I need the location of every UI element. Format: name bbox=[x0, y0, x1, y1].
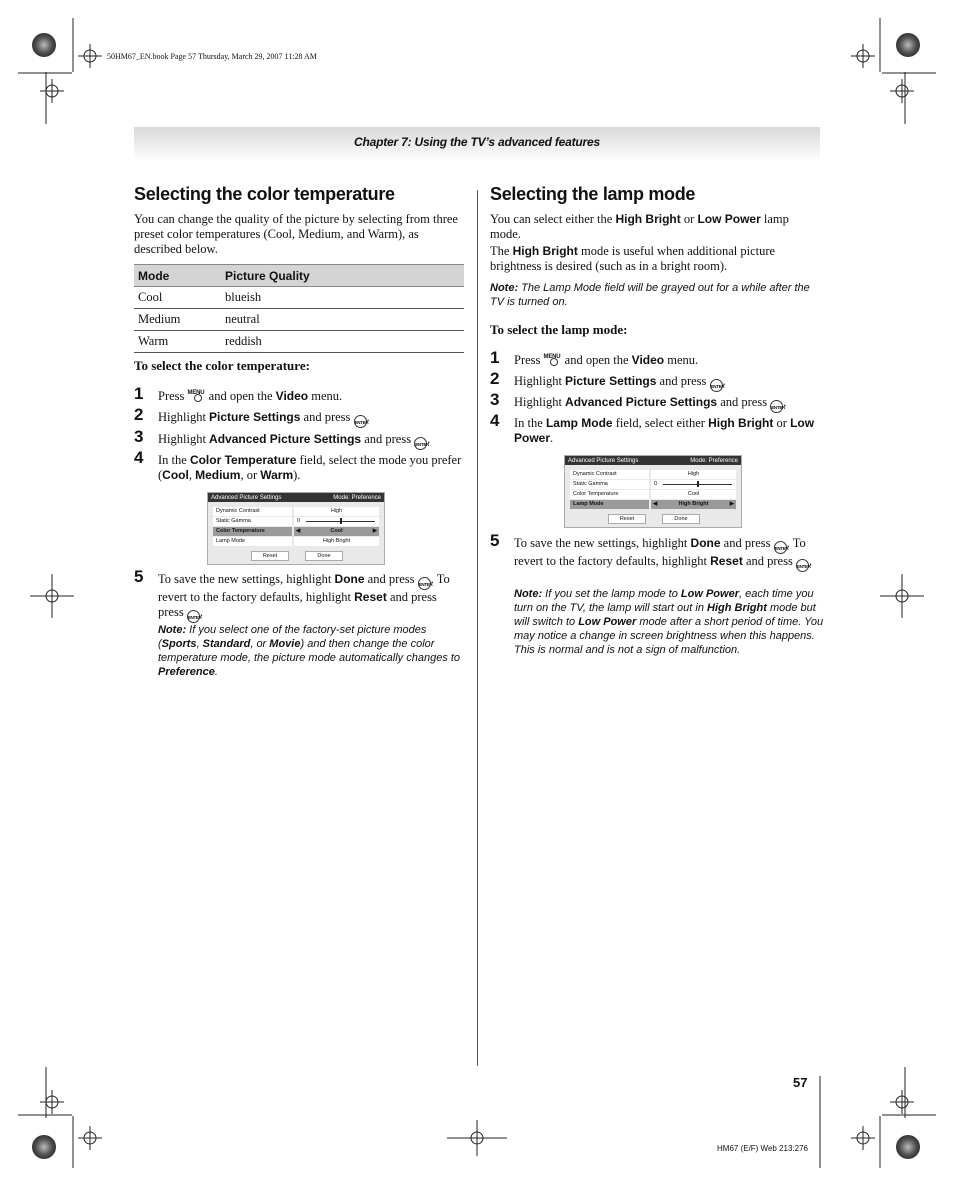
step-text: field, select the mode you prefer ( bbox=[158, 453, 462, 482]
note-text: , each time you turn on the TV, the lamp will start out in bbox=[514, 588, 814, 614]
step-keyword: Picture Settings bbox=[209, 410, 301, 424]
step-text: press bbox=[158, 605, 184, 619]
osd-row-static-gamma bbox=[570, 480, 736, 489]
step-keyword: Low Power bbox=[514, 416, 815, 445]
para-keyword: High Bright bbox=[512, 244, 578, 258]
osd-title: Advanced Picture Settings bbox=[211, 494, 282, 501]
step-text: and bbox=[745, 554, 764, 568]
step-keyword: Cool bbox=[162, 468, 189, 482]
osd-reset-button: Reset bbox=[608, 514, 646, 524]
table-cell: reddish bbox=[221, 331, 464, 353]
step-keyword: Advanced Picture Settings bbox=[565, 395, 718, 409]
note-text: ) and then change the color temperature mode, the picture mode automatically changes to bbox=[158, 638, 461, 664]
osd-row-label: Color Temperature bbox=[213, 527, 292, 536]
osd-row-label: Dynamic Contrast bbox=[213, 507, 292, 516]
left-note bbox=[158, 623, 468, 679]
osd-title: Advanced Picture Settings bbox=[568, 457, 639, 464]
step-text: press bbox=[767, 554, 793, 568]
step-text: In the bbox=[514, 416, 543, 430]
step-text: ). bbox=[293, 468, 301, 482]
note-text: The Lamp Mode field will be grayed out for a while after the TV is turned on. bbox=[490, 282, 810, 308]
page-number: 57 bbox=[793, 1075, 808, 1090]
left-intro: You can change the quality of the picture by selecting from three preset color temperatures (Cool, Medium, and Warm), as described below. bbox=[134, 212, 458, 256]
osd-row-dynamic-contrast bbox=[213, 507, 379, 516]
column-divider bbox=[477, 190, 478, 1066]
note-keyword: High Bright bbox=[707, 602, 767, 614]
step-text: and press bbox=[720, 395, 768, 409]
menu-icon-label: MENU bbox=[543, 354, 561, 360]
step-keyword: Done bbox=[334, 572, 365, 586]
osd-mode: Mode: Preference bbox=[333, 494, 381, 501]
step-text: Highlight bbox=[514, 374, 562, 388]
enter-button-icon: ENTER bbox=[414, 437, 427, 450]
enter-button-icon: ENTER bbox=[710, 379, 723, 392]
step-number: 2 bbox=[134, 405, 144, 424]
step-number: 3 bbox=[490, 390, 500, 409]
step-number: 4 bbox=[134, 448, 144, 467]
gamma-slider bbox=[294, 517, 379, 526]
step-text: , or bbox=[240, 468, 258, 482]
right-subhead: To select the lamp mode: bbox=[490, 322, 628, 337]
chapter-title: Chapter 7: Using the TV’s advanced features bbox=[354, 135, 600, 149]
step-number: 2 bbox=[490, 369, 500, 388]
para-text: mode is useful when additional picture brightness is desired (such as in a bright room). bbox=[490, 244, 776, 273]
osd-menu-screenshot bbox=[564, 455, 742, 528]
step-text: Press bbox=[514, 353, 541, 367]
step-text: Highlight bbox=[514, 395, 562, 409]
step-text: and press bbox=[364, 432, 412, 446]
step-keyword: Video bbox=[275, 389, 309, 403]
enter-button-icon: ENTER bbox=[418, 577, 431, 590]
para-text: The bbox=[490, 244, 510, 258]
osd-row-value bbox=[651, 500, 736, 509]
step-keyword: Reset bbox=[354, 590, 387, 604]
enter-button-icon: ENTER bbox=[770, 400, 783, 413]
menu-button-icon bbox=[544, 353, 562, 365]
enter-button-icon: ENTER bbox=[187, 610, 200, 623]
step-text: and press bbox=[367, 572, 415, 586]
note-keyword: Preference bbox=[158, 666, 215, 678]
osd-row-dynamic-contrast bbox=[570, 470, 736, 479]
left-step-3: 3 Highlight Advanced Picture Settings and press ENTER. bbox=[158, 432, 468, 450]
step-number: 1 bbox=[490, 348, 500, 367]
color-temperature-table bbox=[134, 264, 464, 353]
right-step-3: 3 Highlight Advanced Picture Settings and press ENTER. bbox=[514, 395, 819, 413]
note-text: . bbox=[214, 666, 218, 678]
slider-knob bbox=[697, 481, 699, 487]
table-row bbox=[134, 309, 464, 331]
right-para-2 bbox=[490, 244, 820, 274]
step-keyword: Done bbox=[690, 536, 721, 550]
left-heading: Selecting the color temperature bbox=[134, 184, 395, 204]
slider-value: 0 bbox=[654, 481, 658, 487]
right-step-4 bbox=[490, 411, 819, 446]
osd-row-label: Color Temperature bbox=[570, 490, 649, 499]
note-keyword: Standard bbox=[202, 638, 251, 650]
step-text: menu. bbox=[311, 389, 343, 403]
osd-row-value: High bbox=[294, 507, 379, 516]
osd-done-button: Done bbox=[662, 514, 700, 524]
osd-selected-value: Cool bbox=[330, 528, 343, 534]
osd-row-lamp-mode bbox=[570, 500, 736, 509]
left-step-1 bbox=[134, 384, 468, 404]
step-text: and press bbox=[723, 536, 771, 550]
osd-row-value: High bbox=[651, 470, 736, 479]
step-number: 5 bbox=[490, 531, 500, 550]
step-keyword: Advanced Picture Settings bbox=[209, 432, 362, 446]
osd-row-color-temperature bbox=[570, 490, 736, 499]
para-keyword: Low Power bbox=[697, 212, 761, 226]
note-text: mode but will switch to bbox=[514, 602, 816, 628]
right-step-1 bbox=[490, 348, 819, 368]
osd-row-lamp-mode bbox=[213, 537, 379, 546]
table-row bbox=[134, 287, 464, 309]
osd-row-value bbox=[294, 527, 379, 536]
note-keyword: Sports bbox=[161, 638, 197, 650]
step-text: To save the new settings, highlight bbox=[514, 536, 688, 550]
note-text: mode after a short period of time. You may notice a change in screen brightness when this happens. This is normal and is not a sign of malfunction. bbox=[514, 616, 824, 656]
step-text: To save the new settings, highlight bbox=[158, 572, 332, 586]
step-keyword: Lamp Mode bbox=[545, 416, 613, 430]
step-text: Press bbox=[158, 389, 185, 403]
step-text: Highlight bbox=[158, 432, 206, 446]
right-step-5: 5 To save the new settings, highlight Done and press ENTER. To revert to the factory defaults, highlight Reset and press ENTER. bbox=[514, 536, 819, 572]
step-keyword: Warm bbox=[260, 468, 294, 482]
step-number: 1 bbox=[134, 384, 144, 403]
table-header-row bbox=[134, 265, 464, 287]
step-text: and press bbox=[303, 410, 351, 424]
note-text: If you set the lamp mode to bbox=[545, 588, 678, 600]
step-keyword: Video bbox=[631, 353, 665, 367]
osd-header bbox=[208, 493, 384, 502]
table-header: Mode bbox=[134, 265, 221, 287]
table-header: Picture Quality bbox=[221, 265, 464, 287]
step-text: menu. bbox=[667, 353, 699, 367]
footer-code: HM67 (E/F) Web 213:276 bbox=[717, 1144, 809, 1153]
osd-row-label: Lamp Mode bbox=[213, 537, 292, 546]
table-cell: Cool bbox=[134, 287, 221, 309]
osd-reset-button: Reset bbox=[251, 551, 289, 561]
step-text: . bbox=[550, 431, 554, 445]
table-cell: Medium bbox=[134, 309, 221, 331]
step-text: To revert to the factory defaults, highlight bbox=[514, 536, 806, 568]
right-heading: Selecting the lamp mode bbox=[490, 184, 696, 204]
left-step-4: 4 In the Color Temperature field, select the mode you prefer (Cool, Medium, or Warm). bbox=[134, 448, 462, 482]
para-text: or bbox=[683, 212, 695, 226]
note-text: If you select one of the factory-set picture modes ( bbox=[158, 624, 427, 650]
osd-header bbox=[565, 456, 741, 465]
table-cell: blueish bbox=[221, 287, 464, 309]
para-keyword: High Bright bbox=[615, 212, 681, 226]
step-keyword: Reset bbox=[710, 554, 743, 568]
osd-done-button: Done bbox=[305, 551, 343, 561]
menu-button-icon bbox=[188, 389, 206, 401]
chapter-header bbox=[134, 127, 820, 161]
osd-row-value: High Bright bbox=[294, 537, 379, 546]
note-label: Note: bbox=[158, 624, 187, 636]
step-number: 4 bbox=[490, 411, 500, 430]
right-note-1 bbox=[490, 281, 825, 309]
table-cell: neutral bbox=[221, 309, 464, 331]
step-text: Highlight bbox=[158, 410, 206, 424]
osd-row-value: Cool bbox=[651, 490, 736, 499]
step-text: or bbox=[776, 416, 787, 430]
note-keyword: Low Power bbox=[680, 588, 739, 600]
file-info: 50HM67_EN.book Page 57 Thursday, March 29, 2007 11:28 AM bbox=[107, 52, 317, 61]
arrow-left-icon: ◀ bbox=[653, 501, 658, 507]
step-number: 3 bbox=[134, 427, 144, 446]
step-text: and press bbox=[389, 590, 437, 604]
arrow-right-icon: ▶ bbox=[372, 528, 377, 534]
osd-menu-screenshot bbox=[207, 492, 385, 565]
osd-row-label: Lamp Mode bbox=[570, 500, 649, 509]
step-text: and open the bbox=[564, 353, 629, 367]
right-note-2 bbox=[514, 587, 824, 657]
enter-button-icon: ENTER bbox=[796, 559, 809, 572]
left-subhead: To select the color temperature: bbox=[134, 358, 310, 373]
step-number: 5 bbox=[134, 567, 144, 586]
menu-icon-label: MENU bbox=[187, 390, 205, 396]
right-step-2: 2 Highlight Picture Settings and press ENTER. bbox=[514, 374, 819, 392]
gamma-slider bbox=[651, 480, 736, 489]
osd-row-label: Static Gamma bbox=[570, 480, 649, 489]
para-text: lamp mode. bbox=[490, 212, 789, 241]
left-step-2: 2 Highlight Picture Settings and press ENTER. bbox=[158, 410, 468, 428]
osd-mode: Mode: Preference bbox=[690, 457, 738, 464]
table-row bbox=[134, 331, 464, 353]
osd-row-static-gamma bbox=[213, 517, 379, 526]
slider-value: 0 bbox=[297, 518, 301, 524]
osd-row-label: Static Gamma bbox=[213, 517, 292, 526]
note-text: , or bbox=[250, 638, 267, 650]
arrow-right-icon: ▶ bbox=[729, 501, 734, 507]
osd-row-color-temperature bbox=[213, 527, 379, 536]
slider-knob bbox=[340, 518, 342, 524]
osd-row-label: Dynamic Contrast bbox=[570, 470, 649, 479]
enter-button-icon: ENTER bbox=[354, 415, 367, 428]
table-cell: Warm bbox=[134, 331, 221, 353]
note-keyword: Movie bbox=[269, 638, 301, 650]
para-text: You can select either the bbox=[490, 212, 613, 226]
step-keyword: Medium bbox=[195, 468, 241, 482]
note-keyword: Low Power bbox=[578, 616, 637, 628]
step-text: and open the bbox=[208, 389, 273, 403]
left-step-5: 5 To save the new settings, highlight Done and press ENTER. To revert to the factory defaults, highlight Reset and press press ENTER. bbox=[158, 572, 463, 623]
step-keyword: Color Temperature bbox=[189, 453, 297, 467]
step-text: In the bbox=[158, 453, 187, 467]
enter-button-icon: ENTER bbox=[774, 541, 787, 554]
step-text: and press bbox=[659, 374, 707, 388]
step-keyword: High Bright bbox=[708, 416, 774, 430]
right-para-1 bbox=[490, 212, 820, 242]
note-text: , bbox=[196, 638, 200, 650]
step-text: field, select either bbox=[615, 416, 705, 430]
osd-selected-value: High Bright bbox=[678, 501, 709, 507]
note-label: Note: bbox=[490, 282, 519, 294]
step-keyword: Picture Settings bbox=[565, 374, 657, 388]
step-text: To revert to the factory defaults, highlight bbox=[158, 572, 450, 604]
arrow-left-icon: ◀ bbox=[296, 528, 301, 534]
note-label: Note: bbox=[514, 588, 543, 600]
